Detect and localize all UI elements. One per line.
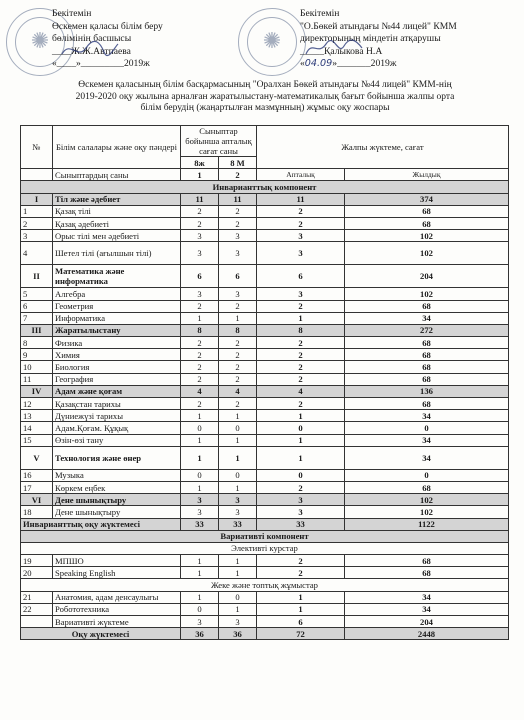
table-row — [21, 446, 509, 469]
elective-body — [21, 555, 509, 579]
subject-name: Шетел тілі (ағылшын тілі) — [53, 242, 181, 265]
subject-name: Информатика — [53, 312, 181, 324]
row-number: 12 — [21, 398, 53, 410]
hours-grade2: 0 — [219, 469, 257, 481]
header-load: Жалпы жүктеме, сағат — [257, 126, 509, 169]
invariant-total-label: Инварианттық оқу жүктемесі — [21, 518, 181, 530]
annual-total: 68 — [345, 373, 509, 385]
hours-grade1: 3 — [181, 506, 219, 518]
table-row — [21, 398, 509, 410]
table-row — [21, 288, 509, 300]
hours-grade2: 2 — [219, 398, 257, 410]
weekly-total: 2 — [257, 205, 345, 217]
subject-name: Математика және информатика — [53, 265, 181, 288]
approval-right-line1: Бекітемін — [300, 8, 340, 19]
hours-grade1: 2 — [181, 300, 219, 312]
individual-header-body — [21, 579, 509, 591]
row-number: 20 — [21, 567, 53, 579]
hours-grade2: 3 — [219, 242, 257, 265]
weekly-total: 3 — [257, 242, 345, 265]
subject-name: Биология — [53, 361, 181, 373]
hours-grade2: 0 — [219, 591, 257, 603]
hours-grade2: 4 — [219, 385, 257, 397]
hours-grade2: 3 — [219, 506, 257, 518]
row-number: IV — [21, 385, 53, 397]
section-individual: Жеке және топтық жұмыстар — [21, 579, 509, 591]
hours-grade2: 2 — [219, 361, 257, 373]
approval-left-line3: бөлімінің басшысы — [52, 33, 132, 44]
table-row — [21, 205, 509, 217]
subject-name: Робототехника — [53, 603, 181, 615]
table-row — [21, 410, 509, 422]
annual-total: 68 — [345, 481, 509, 493]
annual-total: 34 — [345, 446, 509, 469]
hours-grade1: 2 — [181, 217, 219, 229]
subject-name: Адам және қоғам — [53, 385, 181, 397]
table-row — [21, 385, 509, 397]
subject-name: Қазақстан тарихы — [53, 398, 181, 410]
subject-name: МПШО — [53, 555, 181, 567]
weekly-total: 2 — [257, 217, 345, 229]
hours-grade1: 0 — [181, 469, 219, 481]
approval-right-line4: _____Қалыкова Н.А — [300, 45, 383, 57]
approval-right-line5: «04.09»_______2019ж — [300, 58, 397, 69]
class-count1: 1 — [181, 169, 219, 181]
row-number: 15 — [21, 434, 53, 446]
hours-grade1: 1 — [181, 591, 219, 603]
variative-total-annual: 204 — [345, 616, 509, 628]
weekly-total: 1 — [257, 591, 345, 603]
table-row — [21, 349, 509, 361]
header-annual-col: Жылдық — [345, 169, 509, 181]
table-row — [21, 373, 509, 385]
annual-total: 102 — [345, 230, 509, 242]
approval-right-name: Қалыкова Н.А — [323, 45, 383, 57]
annual-total: 136 — [345, 385, 509, 397]
hours-grade2: 3 — [219, 230, 257, 242]
weekly-total: 2 — [257, 361, 345, 373]
hours-grade1: 1 — [181, 434, 219, 446]
row-number: 7 — [21, 312, 53, 324]
hours-grade1: 1 — [181, 567, 219, 579]
header-weekly: Сыныптар бойынша апталық сағат саны — [181, 126, 257, 157]
row-number: 4 — [21, 242, 53, 265]
annual-total: 204 — [345, 265, 509, 288]
hours-grade2: 1 — [219, 312, 257, 324]
row-number: 3 — [21, 230, 53, 242]
hours-grade1: 0 — [181, 603, 219, 615]
annual-total: 68 — [345, 205, 509, 217]
subject-name: Адам.Қоғам. Құқық — [53, 422, 181, 434]
invariant-body — [21, 181, 509, 518]
hours-grade2: 1 — [219, 481, 257, 493]
annual-total: 34 — [345, 603, 509, 615]
weekly-total: 3 — [257, 494, 345, 506]
weekly-total: 2 — [257, 481, 345, 493]
subject-name: Геометрия — [53, 300, 181, 312]
subject-name: Өзін-өзі тану — [53, 434, 181, 446]
hours-grade2: 2 — [219, 337, 257, 349]
approval-left-year: 2019ж — [123, 58, 150, 69]
row-number: 19 — [21, 555, 53, 567]
approval-right-year: 2019ж — [370, 58, 397, 69]
annual-total: 68 — [345, 217, 509, 229]
approval-left-line2: Өскемен қаласы білім беру — [52, 20, 163, 32]
table-row — [21, 603, 509, 615]
header-weekly-col: Апталық — [257, 169, 345, 181]
row-number: 22 — [21, 603, 53, 615]
hours-grade1: 11 — [181, 193, 219, 205]
subject-name: Химия — [53, 349, 181, 361]
header-areas: Білім салалары және оқу пәндері — [53, 126, 181, 169]
table-row — [21, 434, 509, 446]
hours-grade2: 0 — [219, 422, 257, 434]
hours-grade2: 1 — [219, 603, 257, 615]
annual-total: 68 — [345, 361, 509, 373]
row-number: 13 — [21, 410, 53, 422]
subject-name: Алгебра — [53, 288, 181, 300]
hours-grade2: 3 — [219, 288, 257, 300]
approval-right-line3: директорының міндетін атқарушы — [300, 33, 441, 44]
individual-body — [21, 591, 509, 615]
table-row — [21, 265, 509, 288]
weekly-total: 0 — [257, 469, 345, 481]
weekly-total: 1 — [257, 312, 345, 324]
invariant-total-annual: 1122 — [345, 518, 509, 530]
variative-total-a: 3 — [181, 616, 219, 628]
class-count2: 2 — [219, 169, 257, 181]
annual-total: 68 — [345, 337, 509, 349]
grand-total-a: 36 — [181, 628, 219, 640]
approval-right-line2: "О.Бөкей атындағы №44 лицей" КММ — [300, 20, 457, 32]
hours-grade2: 2 — [219, 373, 257, 385]
annual-total: 68 — [345, 555, 509, 567]
hours-grade1: 8 — [181, 324, 219, 336]
hours-grade2: 8 — [219, 324, 257, 336]
approval-left-line4: ____Ж.Ж.Автпаева — [52, 45, 131, 57]
table-row — [21, 591, 509, 603]
subject-name: Тіл және әдебиет — [53, 193, 181, 205]
row-number: 18 — [21, 506, 53, 518]
hours-grade2: 11 — [219, 193, 257, 205]
approval-left-name: Ж.Ж.Автпаева — [71, 45, 131, 57]
annual-total: 102 — [345, 506, 509, 518]
weekly-total: 8 — [257, 324, 345, 336]
annual-total: 34 — [345, 591, 509, 603]
hours-grade1: 2 — [181, 205, 219, 217]
annual-total: 374 — [345, 193, 509, 205]
approval-left-line1: Бекітемін — [52, 8, 92, 19]
weekly-total: 2 — [257, 398, 345, 410]
hours-grade1: 1 — [181, 446, 219, 469]
hours-grade1: 3 — [181, 288, 219, 300]
weekly-total: 1 — [257, 603, 345, 615]
table-row — [21, 555, 509, 567]
subject-name: Орыс тілі мен әдебиеті — [53, 230, 181, 242]
row-number: VI — [21, 494, 53, 506]
annual-total: 0 — [345, 469, 509, 481]
hours-grade2: 1 — [219, 434, 257, 446]
hours-grade2: 1 — [219, 446, 257, 469]
subject-name: Дене шынықтыру — [53, 506, 181, 518]
hours-grade1: 2 — [181, 361, 219, 373]
document-title — [40, 80, 490, 115]
table-row — [21, 337, 509, 349]
row-number: 14 — [21, 422, 53, 434]
invariant-total-body — [21, 518, 509, 555]
header-grade2: 8 М — [219, 157, 257, 169]
hours-grade1: 1 — [181, 481, 219, 493]
table-row — [21, 300, 509, 312]
weekly-total: 0 — [257, 422, 345, 434]
hours-grade2: 6 — [219, 265, 257, 288]
hours-grade2: 2 — [219, 217, 257, 229]
annual-total: 68 — [345, 398, 509, 410]
signature-left — [60, 38, 120, 60]
row-number: I — [21, 193, 53, 205]
subject-name: Технология және өнер — [53, 446, 181, 469]
subject-name: Музыка — [53, 469, 181, 481]
table-row — [21, 422, 509, 434]
grand-total-weekly: 72 — [257, 628, 345, 640]
row-number: 21 — [21, 591, 53, 603]
weekly-total: 2 — [257, 567, 345, 579]
weekly-total: 2 — [257, 373, 345, 385]
row-number: 10 — [21, 361, 53, 373]
subject-name: Дене шынықтыру — [53, 494, 181, 506]
hours-grade1: 2 — [181, 398, 219, 410]
section-variative: Вариативті компонент — [21, 530, 509, 542]
table-row — [21, 469, 509, 481]
row-number: 5 — [21, 288, 53, 300]
row-number: 16 — [21, 469, 53, 481]
weekly-total: 3 — [257, 506, 345, 518]
hours-grade2: 2 — [219, 349, 257, 361]
annual-total: 102 — [345, 494, 509, 506]
hours-grade1: 1 — [181, 410, 219, 422]
title-line1: Өскемен қаласының білім басқармасының "Оралхан Бөкей атындағы №44 лицей" КММ-нің — [78, 80, 452, 90]
subject-name: Физика — [53, 337, 181, 349]
weekly-total: 3 — [257, 230, 345, 242]
hours-grade1: 3 — [181, 242, 219, 265]
weekly-total: 6 — [257, 265, 345, 288]
variative-total-b: 3 — [219, 616, 257, 628]
annual-total: 102 — [345, 288, 509, 300]
subject-name: Дүниежүзі тарихы — [53, 410, 181, 422]
variative-total-weekly: 6 — [257, 616, 345, 628]
hours-grade2: 1 — [219, 555, 257, 567]
subject-name: Speaking English — [53, 567, 181, 579]
table-row — [21, 230, 509, 242]
hours-grade1: 1 — [181, 555, 219, 567]
grand-total-b: 36 — [219, 628, 257, 640]
class-count-label: Сыныптардың саны — [53, 169, 181, 181]
annual-total: 272 — [345, 324, 509, 336]
weekly-total: 1 — [257, 446, 345, 469]
table-row — [21, 312, 509, 324]
row-number: 11 — [21, 373, 53, 385]
invariant-total-weekly: 33 — [257, 518, 345, 530]
hours-grade1: 6 — [181, 265, 219, 288]
row-number: 8 — [21, 337, 53, 349]
title-line3: білім берудің (жаңартылған мазмұнның) жұмыс оқу жоспары — [140, 103, 390, 113]
variative-total-label: Вариативті жүктеме — [53, 616, 181, 628]
totals-body — [21, 616, 509, 640]
weekly-total: 4 — [257, 385, 345, 397]
hours-grade1: 2 — [181, 337, 219, 349]
hours-grade1: 3 — [181, 494, 219, 506]
row-number: III — [21, 324, 53, 336]
grand-total-label: Оқу жүктемесі — [21, 628, 181, 640]
subject-name: Қазақ әдебиеті — [53, 217, 181, 229]
invariant-total-a: 33 — [181, 518, 219, 530]
subject-name: Жаратылыстану — [53, 324, 181, 336]
annual-total: 34 — [345, 312, 509, 324]
stamp-seal-right — [238, 8, 306, 76]
weekly-total: 1 — [257, 434, 345, 446]
annual-total: 34 — [345, 410, 509, 422]
weekly-total: 2 — [257, 555, 345, 567]
hours-grade1: 3 — [181, 230, 219, 242]
hours-grade1: 2 — [181, 349, 219, 361]
weekly-total: 11 — [257, 193, 345, 205]
table-row — [21, 324, 509, 336]
hours-grade2: 1 — [219, 567, 257, 579]
hours-grade1: 2 — [181, 373, 219, 385]
hours-grade1: 1 — [181, 312, 219, 324]
annual-total: 34 — [345, 434, 509, 446]
hours-grade2: 3 — [219, 494, 257, 506]
weekly-total: 2 — [257, 349, 345, 361]
annual-total: 0 — [345, 422, 509, 434]
table-row — [21, 217, 509, 229]
header-num: № — [21, 126, 53, 169]
invariant-total-b: 33 — [219, 518, 257, 530]
annual-total: 68 — [345, 349, 509, 361]
row-number: 17 — [21, 481, 53, 493]
table-row — [21, 193, 509, 205]
weekly-total: 1 — [257, 410, 345, 422]
grand-total-annual: 2448 — [345, 628, 509, 640]
header-grade1: 8ж — [181, 157, 219, 169]
row-number: 9 — [21, 349, 53, 361]
row-number: 2 — [21, 217, 53, 229]
hours-grade1: 4 — [181, 385, 219, 397]
annual-total: 68 — [345, 300, 509, 312]
row-number: 6 — [21, 300, 53, 312]
curriculum-table — [20, 125, 509, 640]
hours-grade2: 2 — [219, 300, 257, 312]
table-row — [21, 242, 509, 265]
subject-name: Қазақ тілі — [53, 205, 181, 217]
table-row — [21, 481, 509, 493]
weekly-total: 2 — [257, 337, 345, 349]
section-electives: Элективті курстар — [21, 542, 509, 554]
subject-name: Көркем еңбек — [53, 481, 181, 493]
annual-total: 102 — [345, 242, 509, 265]
row-number: II — [21, 265, 53, 288]
hours-grade2: 1 — [219, 410, 257, 422]
subject-name: География — [53, 373, 181, 385]
table-row — [21, 506, 509, 518]
row-number: 1 — [21, 205, 53, 217]
table-row — [21, 567, 509, 579]
hours-grade1: 0 — [181, 422, 219, 434]
annual-total: 68 — [345, 567, 509, 579]
section-invariant: Инварианттық компонент — [21, 181, 509, 193]
signature-right — [304, 36, 364, 60]
approval-left-line5: «____»_________2019ж — [52, 58, 150, 69]
weekly-total: 3 — [257, 288, 345, 300]
table-row — [21, 494, 509, 506]
weekly-total: 2 — [257, 300, 345, 312]
hours-grade2: 2 — [219, 205, 257, 217]
handwritten-date: 04.09 — [304, 58, 333, 69]
row-number: V — [21, 446, 53, 469]
title-line2: 2019-2020 оқу жылына арналған жаратылыстану-математикалық бағыт бойынша жалпы орта — [75, 91, 455, 102]
table-row — [21, 361, 509, 373]
subject-name: Анатомия, адам денсаулығы — [53, 591, 181, 603]
